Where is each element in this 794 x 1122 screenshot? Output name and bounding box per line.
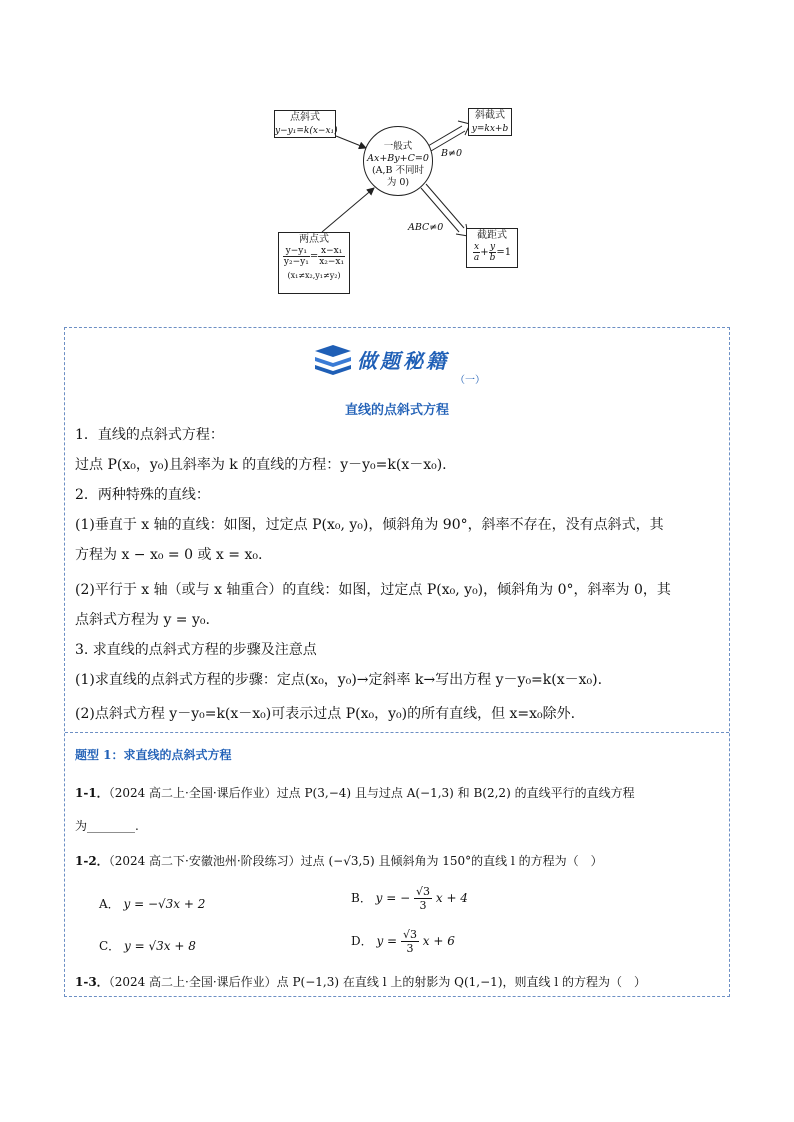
two-point-cond: (x₁≠x₂,y₁≠y₂)	[287, 271, 341, 280]
frac-num: x	[474, 242, 480, 252]
cond-b-nonzero: B≠0	[441, 148, 462, 159]
question-1-1	[75, 784, 635, 801]
brand-subtitle: （一）	[455, 375, 485, 386]
panel-divider	[65, 732, 729, 733]
frac-num: y−y₁	[283, 246, 310, 257]
question-1-2	[75, 852, 603, 869]
general-formula: Ax+By+C=0	[367, 153, 429, 164]
question-text: （2024 高二下·安徽池州·阶段练习）过点 (−√3,5) 且倾斜角为 150°的直线 l 的方程为（ ）	[108, 854, 603, 868]
option-pre: y = −	[375, 891, 411, 905]
frac-num: y	[489, 242, 496, 252]
frac-den: 3	[406, 942, 414, 955]
frac-num: x−x₁	[318, 246, 345, 257]
frac-num: √3	[402, 928, 417, 941]
option-label: C．	[99, 939, 121, 953]
frac-num: √3	[416, 885, 431, 898]
question-1-1-cont: 为________.	[75, 819, 139, 833]
point-slope-formula: y−y₁=k(x−x₁)	[275, 126, 338, 136]
option-label: B．	[351, 891, 372, 905]
slope-intercept-box	[468, 108, 512, 136]
brand-header	[313, 341, 513, 386]
two-point-eq: =	[309, 251, 319, 262]
text-line-1: 1．直线的点斜式方程：	[75, 427, 224, 443]
frac-den: b	[489, 253, 496, 263]
intercept-plus: +	[480, 247, 489, 258]
text-line-5: 方程为 x − x₀ = 0 或 x = x₀.	[75, 547, 263, 563]
two-point-frac-y	[283, 246, 310, 267]
option-post: x + 6	[422, 934, 455, 948]
intercept-rest: =1	[496, 247, 512, 258]
frac-den: 3	[419, 899, 427, 912]
question-text: （2024 高二上·全国·课后作业）过点 P(3,−4) 且与过点 A(−1,3) 和 B(2,2) 的直线平行的直线方程	[108, 786, 635, 800]
slope-intercept-title: 斜截式	[475, 110, 505, 121]
two-point-frac-x	[318, 246, 345, 267]
option-pre: y =	[376, 934, 398, 948]
option-d[interactable]	[351, 928, 455, 955]
question-1-3	[75, 973, 646, 990]
books-icon	[313, 343, 353, 377]
text-line-6: (2)平行于 x 轴（或与 x 轴重合）的直线：如图，过定点 P(x₀, y₀)，倾斜角为 0°，斜率为 0，其	[75, 582, 671, 598]
text-line-7: 点斜式方程为 y = y₀.	[75, 612, 210, 628]
arrow-two-point	[322, 188, 374, 232]
option-c[interactable]	[99, 937, 196, 954]
general-title: 一般式	[383, 141, 413, 152]
frac-den: y₂−y₁	[283, 257, 309, 267]
option-expr: y = −√3x + 2	[123, 897, 206, 911]
option-label: D．	[351, 934, 373, 948]
text-line-2: 过点 P(x₀，y₀)且斜率为 k 的直线的方程：y－y₀=k(x－x₀).	[75, 457, 447, 473]
slope-intercept-formula: y=kx+b	[471, 124, 509, 134]
option-frac	[414, 885, 432, 912]
two-point-title: 两点式	[299, 234, 329, 245]
intercept-box	[466, 228, 518, 268]
general-form-circle	[363, 126, 433, 196]
brand-title: 做题秘籍	[357, 349, 449, 373]
two-point-box	[278, 232, 350, 294]
option-frac	[401, 928, 419, 955]
general-cond-2: 为 0)	[386, 177, 410, 188]
frac-den: x₂−x₁	[319, 257, 345, 267]
arrow-point-slope	[336, 136, 366, 148]
point-slope-title: 点斜式	[290, 112, 320, 123]
frac-den: a	[473, 253, 480, 263]
question-number: 1-1．	[75, 786, 109, 800]
option-post: x + 4	[435, 891, 468, 905]
option-a[interactable]	[99, 895, 205, 912]
point-slope-box	[274, 110, 336, 138]
intercept-title: 截距式	[477, 230, 507, 241]
question-number: 1-2．	[75, 854, 109, 868]
text-line-4: (1)垂直于 x 轴的直线：如图，过定点 P(x₀, y₀)，倾斜角为 90°，斜率不存在，没有点斜式，其	[75, 517, 664, 533]
option-b[interactable]	[351, 885, 468, 912]
question-number: 1-3．	[75, 975, 109, 989]
text-line-10: (2)点斜式方程 y－y₀=k(x－x₀)可表示过点 P(x₀，y₀)的所有直线，但 x=x₀除外.	[75, 706, 576, 722]
text-line-9: (1)求直线的点斜式方程的步骤：定点(x₀，y₀)→定斜率 k→写出方程 y－y₀=k(x－x₀).	[75, 672, 603, 688]
text-line-3: 2．两种特殊的直线：	[75, 487, 210, 503]
question-text: （2024 高二上·全国·课后作业）点 P(−1,3) 在直线 l 上的射影为 Q(1,−1)，则直线 l 的方程为（ ）	[108, 975, 646, 989]
section-title: 直线的点斜式方程	[344, 403, 449, 418]
option-label: A．	[99, 897, 120, 911]
question-type-title: 题型 1：求直线的点斜式方程	[75, 748, 232, 762]
option-expr: y = √3x + 8	[124, 939, 196, 953]
text-line-8: 3. 求直线的点斜式方程的步骤及注意点	[75, 642, 317, 658]
general-cond-1: (A,B 不同时	[371, 165, 425, 176]
line-forms-diagram	[0, 0, 794, 310]
content-panel	[64, 327, 730, 997]
cond-abc-nonzero: ABC≠0	[408, 222, 444, 233]
